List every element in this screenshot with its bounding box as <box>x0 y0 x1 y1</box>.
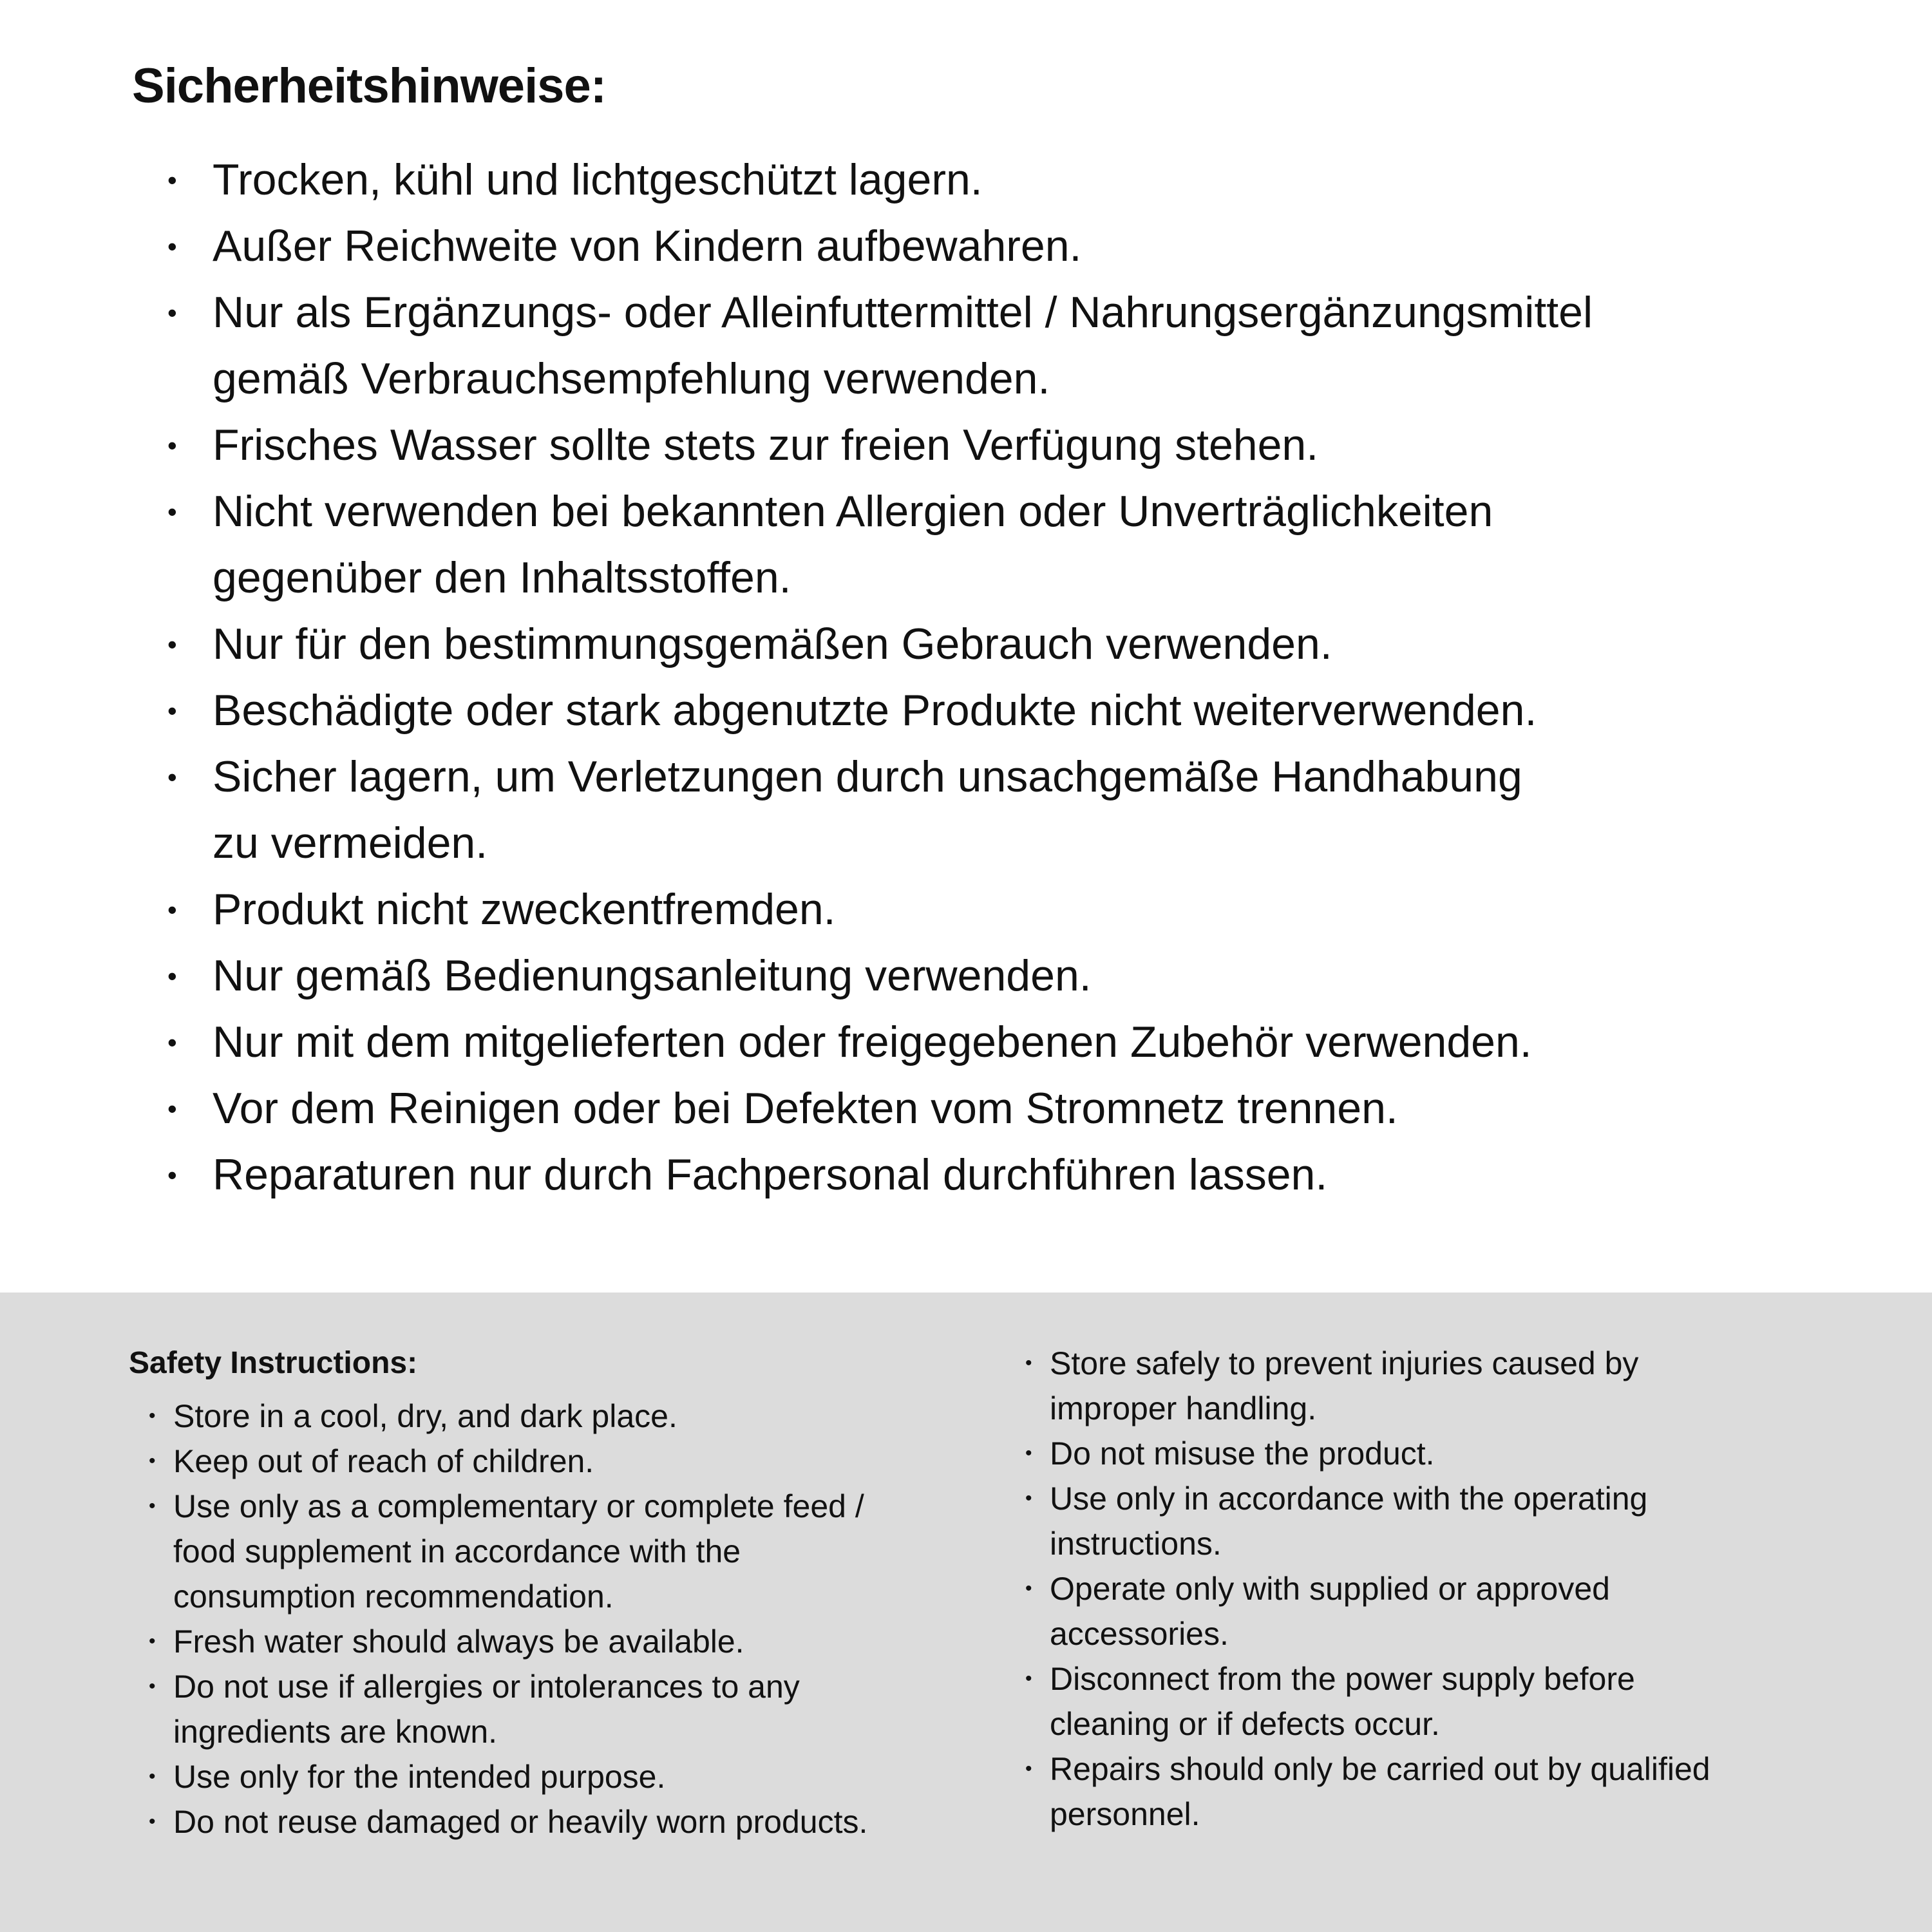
safety-item-text: Nicht verwenden bei bekannten Allergien oder Unverträglichkeiten gegenüber den Inhaltsstoffen. <box>213 487 1493 602</box>
bullet-icon: • <box>149 1676 156 1697</box>
safety-item-text: Sicher lagern, um Verletzungen durch unsachgemäße Handhabung zu vermeiden. <box>213 752 1522 867</box>
bullet-icon: • <box>1025 1443 1032 1464</box>
safety-item-text: Repairs should only be carried out by qualified personnel. <box>1050 1751 1710 1832</box>
safety-item-text: Produkt nicht zweckentfremden. <box>213 885 836 934</box>
safety-item <box>132 1075 1868 1142</box>
bullet-icon: • <box>149 1495 156 1517</box>
safety-item-text: Nur mit dem mitgelieferten oder freigegebenen Zubehör verwenden. <box>213 1018 1532 1066</box>
bullet-icon: • <box>167 298 177 328</box>
safety-item <box>132 876 1868 943</box>
safety-item-text: Store safely to prevent injuries caused by improper handling. <box>1050 1345 1639 1426</box>
safety-item-text: Außer Reichweite von Kindern aufbewahren. <box>213 222 1082 270</box>
safety-item-text: Disconnect from the power supply before cleaning or if defects occur. <box>1050 1661 1635 1742</box>
safety-item <box>132 677 1868 744</box>
safety-item <box>1025 1566 1906 1656</box>
safety-item-text: Operate only with supplied or approved accessories. <box>1050 1571 1610 1652</box>
safety-item-text: Vor dem Reinigen oder bei Defekten vom Stromnetz trennen. <box>213 1084 1398 1133</box>
bullet-icon: • <box>167 895 177 925</box>
bullet-icon: • <box>167 1160 177 1190</box>
safety-item-text: Nur für den bestimmungsgemäßen Gebrauch verwenden. <box>213 620 1332 668</box>
safety-item <box>149 1619 1001 1664</box>
safety-item-text: Reparaturen nur durch Fachpersonal durchführen lassen. <box>213 1150 1328 1199</box>
bullet-icon: • <box>167 762 177 792</box>
safety-item-text: Fresh water should always be available. <box>173 1624 744 1660</box>
english-safety-list-left <box>149 1394 1001 1844</box>
english-left-column <box>129 1341 1001 1844</box>
bullet-icon: • <box>1025 1758 1032 1779</box>
safety-item <box>1025 1656 1906 1747</box>
bullet-icon: • <box>167 961 177 991</box>
safety-item <box>132 1009 1868 1075</box>
safety-item-text: Beschädigte oder stark abgenutzte Produkte nicht weiterverwenden. <box>213 686 1537 735</box>
safety-item <box>149 1484 1001 1619</box>
safety-item-text: Do not misuse the product. <box>1050 1435 1435 1472</box>
safety-item <box>132 412 1868 478</box>
english-right-column <box>1024 1341 1906 1837</box>
bullet-icon: • <box>167 1027 177 1057</box>
bullet-icon: • <box>1025 1668 1032 1689</box>
bullet-icon: • <box>149 1405 156 1426</box>
german-title: Sicherheitshinweise: <box>132 59 607 113</box>
safety-item <box>1025 1431 1906 1476</box>
safety-item-text: Use only in accordance with the operating instructions. <box>1050 1481 1648 1562</box>
safety-item-text: Trocken, kühl und lichtgeschützt lagern. <box>213 155 983 204</box>
english-safety-list-right <box>1025 1341 1906 1837</box>
safety-item <box>149 1754 1001 1799</box>
bullet-icon: • <box>167 165 177 195</box>
safety-item-text: Do not use if allergies or intolerances to any ingredients are known. <box>173 1669 800 1750</box>
safety-item <box>1025 1747 1906 1837</box>
bullet-icon: • <box>167 497 177 527</box>
bullet-icon: • <box>167 430 177 460</box>
safety-item <box>1025 1476 1906 1566</box>
bullet-icon: • <box>149 1450 156 1472</box>
safety-item <box>132 213 1868 279</box>
bullet-icon: • <box>167 231 177 261</box>
safety-item <box>149 1439 1001 1484</box>
safety-item-text: Use only for the intended purpose. <box>173 1759 666 1795</box>
english-title: Safety Instructions: <box>129 1346 418 1380</box>
safety-item <box>149 1799 1001 1844</box>
bullet-icon: • <box>167 696 177 726</box>
german-safety-list <box>132 147 1868 1208</box>
bullet-icon: • <box>149 1631 156 1652</box>
safety-item <box>132 943 1868 1009</box>
safety-item <box>149 1664 1001 1754</box>
safety-item-text: Store in a cool, dry, and dark place. <box>173 1398 677 1434</box>
safety-item <box>1025 1341 1906 1431</box>
safety-item-text: Frisches Wasser sollte stets zur freien Verfügung stehen. <box>213 421 1319 469</box>
safety-item <box>149 1394 1001 1439</box>
safety-item <box>132 478 1868 611</box>
safety-item-text: Nur gemäß Bedienungsanleitung verwenden. <box>213 951 1092 1000</box>
safety-item-text: Keep out of reach of children. <box>173 1443 594 1479</box>
safety-item <box>132 1142 1868 1208</box>
safety-item <box>132 147 1868 213</box>
english-section <box>0 1293 1932 1932</box>
bullet-icon: • <box>149 1766 156 1787</box>
bullet-icon: • <box>1025 1578 1032 1599</box>
safety-item <box>132 279 1868 412</box>
safety-item <box>132 611 1868 677</box>
bullet-icon: • <box>149 1811 156 1832</box>
safety-item <box>132 744 1868 876</box>
bullet-icon: • <box>1025 1488 1032 1509</box>
bullet-icon: • <box>167 629 177 659</box>
safety-item-text: Use only as a complementary or complete feed / food supplement in accordance with the consumption recommendation. <box>173 1488 864 1615</box>
bullet-icon: • <box>167 1094 177 1124</box>
bullet-icon: • <box>1025 1352 1032 1374</box>
safety-item-text: Do not reuse damaged or heavily worn products. <box>173 1804 868 1840</box>
safety-item-text: Nur als Ergänzungs- oder Alleinfuttermittel / Nahrungsergänzungsmittel gemäß Verbrauchsempfehlung verwenden. <box>213 288 1593 403</box>
